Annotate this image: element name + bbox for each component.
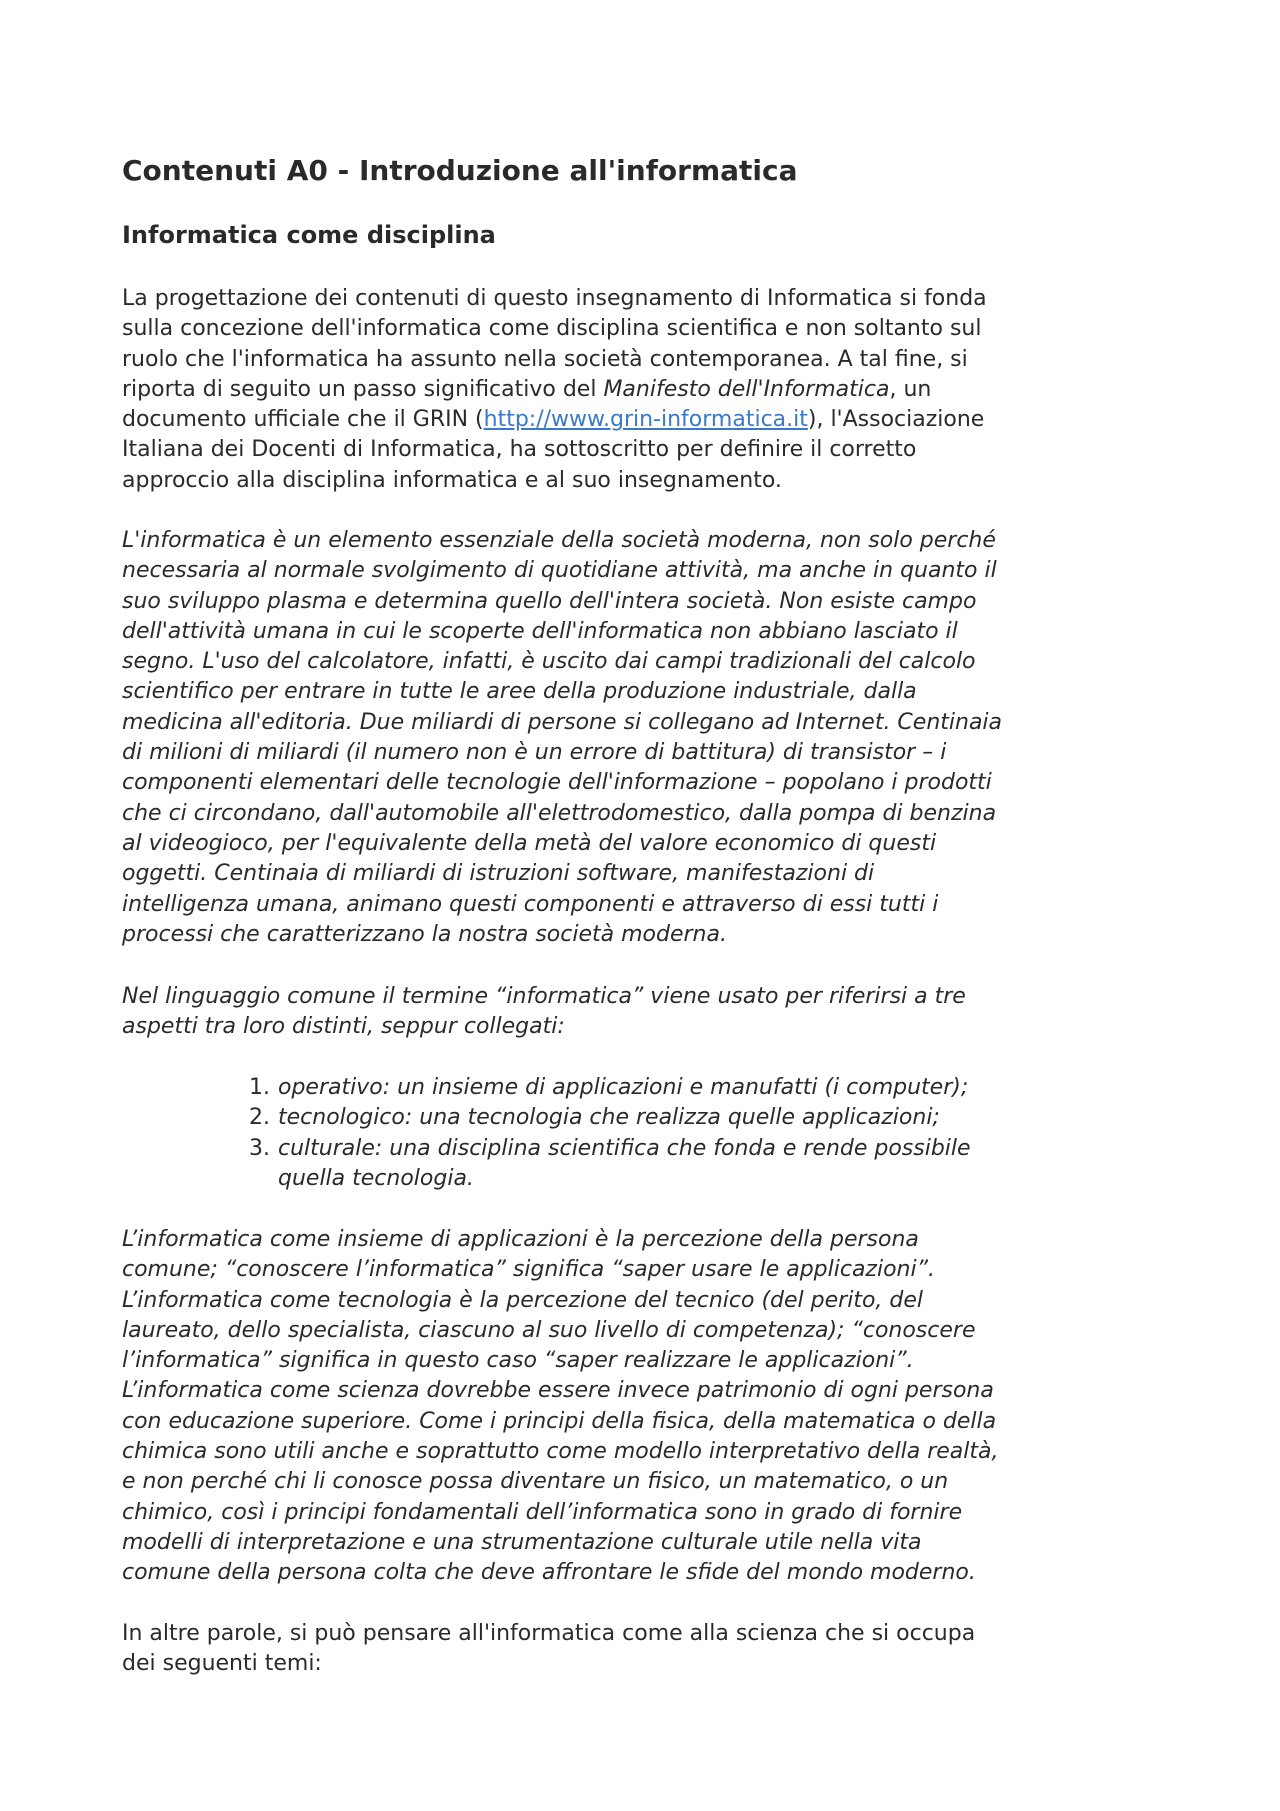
manifesto-title: Manifesto dell'Informatica [603,376,890,402]
text-line: sulla concezione dell'informatica come disciplina scientifica e non soltanto sul [122,316,982,342]
text-line: suo sviluppo plasma e determina quello dell'intera società. Non esiste campo [122,588,977,614]
text-line [122,375,987,405]
text-line: approccio alla disciplina informatica e al suo insegnamento. [122,467,782,493]
text-fragment: ), l'Associazione [807,407,985,433]
text-fragment: , un [889,376,932,402]
text-fragment: riporta di seguito un passo significativo del [122,376,604,402]
list-item [122,1073,971,1103]
list-item-text: tecnologico: una tecnologia che realizza quelle applicazioni; [278,1105,940,1131]
text-line: aspetti tra loro distinti, seppur collegati: [122,1014,565,1040]
text-line: necessaria al normale svolgimento di quotidiane attività, ma anche in quanto il [122,558,997,584]
list-item [122,1164,971,1194]
text-line: di milioni di miliardi (il numero non è un errore di battitura) di transistor – i [122,740,947,766]
text-line: al videogioco, per l'equivalente della metà del valore economico di questi [122,830,937,856]
aspects-list [122,1073,971,1194]
text-line: chimica sono utili anche e soprattutto come modello interpretativo della realtà, [122,1439,999,1465]
list-item [122,1103,971,1133]
list-item-text: operativo: un insieme di applicazioni e manufatti (i computer); [278,1075,969,1100]
text-line: L'informatica è un elemento essenziale della società moderna, non solo perché [122,528,996,553]
text-line: In altre parole, si può pensare all'informatica come alla scienza che si occupa [122,1621,976,1646]
text-line: Italiana dei Docenti di Informatica, ha sottoscritto per definire il corretto [122,437,917,463]
text-line: Nel linguaggio comune il termine “informatica” viene usato per riferirsi a tre [122,984,966,1009]
text-line: intelligenza umana, animano questi componenti e attraverso di essi tutti i [122,891,939,917]
text-line: dei seguenti temi: [122,1651,322,1677]
perception-paragraph [122,1225,999,1589]
text-line: medicina all'editoria. Due miliardi di persone si collegano ad Internet. Centinaia [122,709,1003,735]
text-line: dell'attività umana in cui le scoperte dell'informatica non abbiano lasciato il [122,618,958,644]
list-number [122,1164,278,1194]
text-line: comune della persona colta che deve affrontare le sfide del mondo moderno. [122,1560,976,1586]
text-line: modelli di interpretazione e una strumentazione culturale utile nella vita [122,1529,922,1555]
intro-paragraph [122,284,987,496]
page-title: Contenuti A0 - Introduzione all'informatica [122,154,798,187]
quote-paragraph [122,526,1002,950]
text-line: con educazione superiore. Come i principi della fisica, della matematica o della [122,1408,997,1434]
list-item-text: quella tecnologia. [278,1165,474,1191]
text-line: La progettazione dei contenuti di questo insegnamento di Informatica si fonda [122,286,987,311]
text-line: chimico, così i principi fondamentali dell’informatica sono in grado di fornire [122,1499,963,1525]
text-line: segno. L'uso del calcolatore, infatti, è uscito dai campi tradizionali del calcolo [122,649,976,675]
text-line: componenti elementari delle tecnologie dell'informazione – popolano i prodotti [122,770,992,796]
section-heading: Informatica come disciplina [122,221,496,249]
text-line: L’informatica come scienza dovrebbe essere invece patrimonio di ogni persona [122,1378,994,1404]
text-fragment: documento ufficiale che il GRIN ( [122,407,484,433]
text-line: l’informatica” significa in questo caso “saper realizzare le applicazioni”. [122,1348,914,1374]
aspects-intro [122,982,966,1043]
text-line: oggetti. Centinaia di miliardi di istruzioni software, manifestazioni di [122,861,875,887]
list-item [122,1134,971,1164]
list-number: 2. [249,1105,270,1131]
text-line: comune; “conoscere l’informatica” significa “saper usare le applicazioni”. [122,1257,936,1283]
list-number: 1. [249,1075,270,1100]
text-line: laureato, dello specialista, ciascuno al suo livello di competenza); “conoscere [122,1317,976,1343]
grin-link[interactable]: http://www.grin-informatica.it [483,407,808,433]
text-line: L’informatica come tecnologia è la percezione del tecnico (del perito, del [122,1287,924,1313]
text-line: scientifico per entrare in tutte le aree della produzione industriale, dalla [122,679,917,705]
text-line [122,405,987,435]
text-line: e non perché chi li conosce possa diventare un fisico, un matematico, o un [122,1469,949,1495]
text-line: ruolo che l'informatica ha assunto nella società contemporanea. A tal fine, si [122,346,968,372]
text-line: che ci circondano, dall'automobile all'elettrodomestico, dalla pompa di benzina [122,800,997,826]
list-number: 3. [249,1135,270,1161]
list-item-text: culturale: una disciplina scientifica che fonda e rende possibile [278,1135,971,1161]
text-line: processi che caratterizzano la nostra società moderna. [122,921,727,947]
closing-paragraph [122,1619,975,1680]
text-line: L’informatica come insieme di applicazioni è la percezione della persona [122,1227,919,1252]
